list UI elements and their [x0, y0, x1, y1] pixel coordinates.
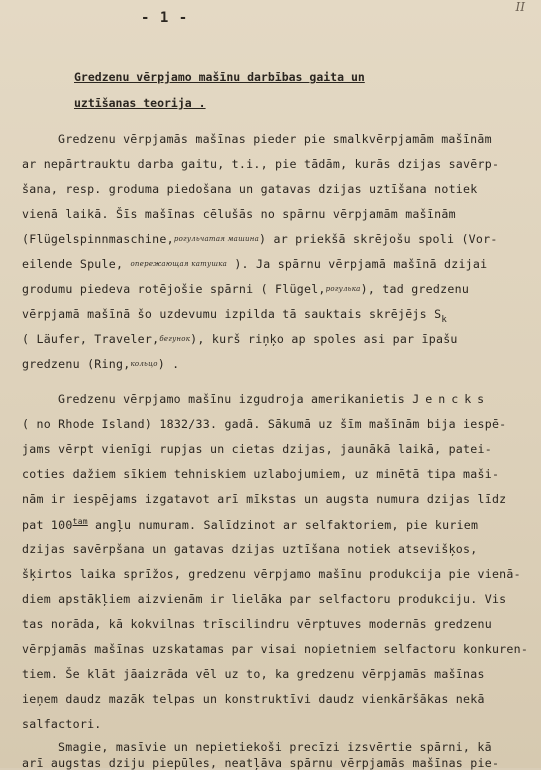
p1-line-10 — [22, 357, 179, 371]
p2-line-5: nām ir iespējams izgatavot arī mīkstas un augsta numura dzijas līdz — [22, 492, 507, 506]
handwritten-annotation: рогульчатая машина — [173, 235, 260, 243]
handwritten-annotation: кольцо — [130, 360, 158, 368]
p2-line-14: salfactori. — [22, 717, 102, 731]
subscript: k — [441, 315, 448, 325]
p1-line-4: vienā laikā. Šīs mašīnas cēlušās no spārnu vērpjamām mašīnām — [22, 207, 456, 221]
p1-line-8 — [22, 307, 447, 325]
p2-line-1-text: Gredzenu vērpjamo mašīnu izgudroja amerikanietis — [58, 392, 406, 406]
p1-line-7-text-a: grodumu piedeva rotējošie spārni ( Flügel, — [22, 282, 326, 296]
p1-line-9-text-b: ), kurš riņķo ap spoles asi par īpašu — [190, 332, 458, 346]
inventor-name: Jencks — [412, 392, 491, 406]
p2-line-8: šķirtos laika sprīžos, gredzenu vērpjamo mašīnu produkcija pie vienā- — [22, 567, 521, 581]
p2-line-1 — [58, 392, 490, 406]
p2-line-4: coties dažiem sīkiem tehniskiem uzlabojumiem, uz minētā tipa maši- — [22, 467, 500, 481]
p3-line-1: Smagie, masīvie un nepietiekoši precīzi izsvērtie spārni, kā — [58, 740, 492, 754]
p2-line-13: ieņem daudz mazāk telpas un konstruktīvi daudz vienkāršākas nekā — [22, 692, 485, 706]
p1-line-9 — [22, 332, 458, 346]
p2-line-9: diem apstākļiem aizvienām ir lielāka par selfactoru produkciju. Vis — [22, 592, 507, 606]
p1-line-5-text-b: ) ar priekšā skrējošu spoli (Vor- — [259, 232, 498, 246]
p1-line-6-text-a: eilende Spule, — [22, 257, 124, 271]
p1-line-7-text-b: ), tad gredzenu — [360, 282, 470, 296]
p2-line-7: dzijas savērpšana un gatavas dzijas uztīšana notiek atsevišķos, — [22, 542, 478, 556]
p2-line-6-text-b: angļu numuram. Salīdzinot ar selfaktoriem, pie kuriem — [87, 518, 479, 532]
handwritten-annotation: опережающая катушка — [130, 260, 228, 268]
title-line-2: uztīšanas teorija . — [74, 96, 206, 110]
p1-line-2: ar nepārtrauktu darba gaitu, t.i., pie tādām, kurās dzijas savērp- — [22, 157, 500, 171]
superscript: tam — [72, 517, 88, 526]
page-number: - 1 - — [141, 10, 189, 26]
p1-line-8-text-a: vērpjamā mašīnā šo uzdevumu izpilda tā sauktais skrējējs S — [22, 307, 442, 321]
p2-line-6-text-a: pat 100 — [22, 518, 73, 532]
handwritten-annotation: бегунок — [159, 335, 191, 343]
p2-line-12: tiem. Še klāt jāaizrāda vēl uz to, ka gredzenu vērpjamās mašīnas — [22, 667, 485, 681]
p1-line-5 — [22, 232, 498, 246]
p3-line-2: arī augstas dziju piepūles, neatļāva spārnu vērpjamās mašīnas pie- — [22, 756, 500, 770]
p1-line-5-text-a: (Flügelspinnmaschine, — [22, 232, 174, 246]
p1-line-6-text-b: ). Ja spārnu vērpjamā mašīnā dzijai — [234, 257, 488, 271]
p1-line-7 — [22, 282, 469, 296]
handwritten-annotation: рогулька — [325, 285, 361, 293]
p2-line-10: tas norāda, kā kokvilnas trīscilindru vērptuves modernās gredzenu — [22, 617, 492, 631]
p1-line-3: šana, resp. groduma piedošana un gatavas dzijas uztīšana notiek — [22, 182, 478, 196]
p2-line-6 — [22, 517, 478, 532]
p1-line-10-text-b: ) . — [157, 357, 180, 371]
p1-line-6 — [22, 257, 487, 271]
p2-line-11: vērpjamās mašīnas uzskatamas par visai nopietniem selfactoru konkuren- — [22, 642, 529, 656]
corner-mark: II — [515, 0, 525, 14]
title-line-1: Gredzenu vērpjamo mašīnu darbības gaita un — [74, 70, 365, 84]
p2-line-2: ( no Rhode Island) 1832/33. gadā. Sākumā uz šīm mašīnām bija iespē- — [22, 417, 507, 431]
p1-line-10-text-a: gredzenu (Ring, — [22, 357, 131, 371]
p1-line-1: Gredzenu vērpjamās mašīnas pieder pie smalkvērpjamām mašīnām — [58, 132, 492, 146]
p1-line-9-text-a: ( Läufer, Traveler, — [22, 332, 160, 346]
p2-line-3: jams vērpt vienīgi rupjas un cietas dzijas, jaunākā laikā, patei- — [22, 442, 492, 456]
